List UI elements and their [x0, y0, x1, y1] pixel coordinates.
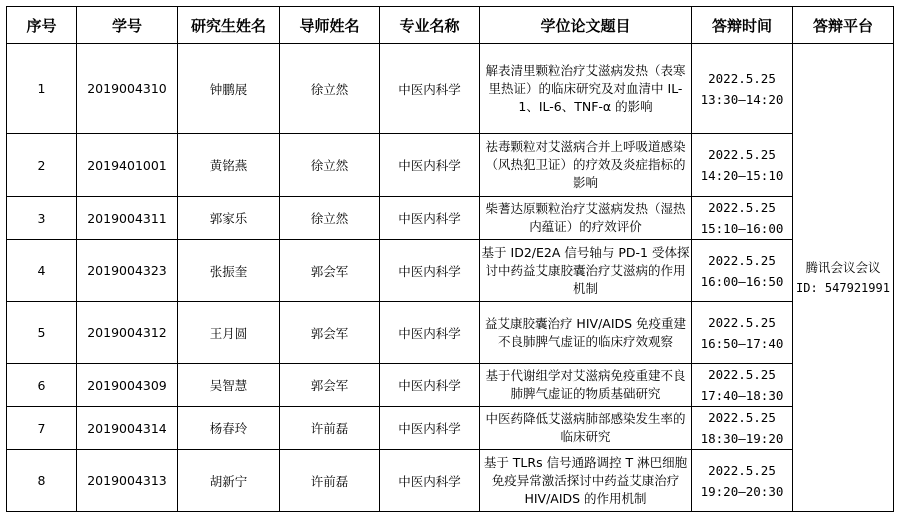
table-row: [7, 197, 894, 240]
cell-student-name: 胡新宁: [178, 450, 280, 512]
cell-no: 6: [7, 364, 77, 407]
cell-advisor: 郭会军: [280, 302, 380, 364]
cell-student-id: 2019004309: [77, 364, 178, 407]
cell-student-id: 2019004311: [77, 197, 178, 240]
cell-student-name: 郭家乐: [178, 197, 280, 240]
cell-time: [692, 364, 793, 407]
cell-student-name: 吴智慧: [178, 364, 280, 407]
header-advisor: 导师姓名: [280, 7, 380, 44]
cell-no: 2: [7, 134, 77, 197]
cell-time: [692, 197, 793, 240]
cell-thesis: 益艾康胶囊治疗 HIV/AIDS 免疫重建不良肺脾气虚证的临床疗效观察: [480, 302, 692, 364]
cell-major: 中医内科学: [380, 44, 480, 134]
cell-student-name: 王月圆: [178, 302, 280, 364]
defense-schedule-table: [6, 6, 894, 512]
table-row: [7, 44, 894, 134]
cell-major: 中医内科学: [380, 197, 480, 240]
cell-student-name: 钟鹏展: [178, 44, 280, 134]
cell-no: 4: [7, 240, 77, 302]
table-row: [7, 450, 894, 512]
header-platform: 答辩平台: [793, 7, 894, 44]
cell-time: [692, 44, 793, 134]
cell-advisor: 徐立然: [280, 134, 380, 197]
cell-major: 中医内科学: [380, 450, 480, 512]
cell-student-name: 张振奎: [178, 240, 280, 302]
cell-student-id: 2019004310: [77, 44, 178, 134]
cell-student-id: 2019004312: [77, 302, 178, 364]
cell-thesis: 基于 ID2/E2A 信号轴与 PD-1 受体探讨中药益艾康胶囊治疗艾滋病的作用机制: [480, 240, 692, 302]
header-student-id: 学号: [77, 7, 178, 44]
table-row: [7, 364, 894, 407]
defense-slot: 19:20–20:30: [700, 483, 784, 499]
defense-slot: 17:40–18:30: [700, 388, 784, 403]
cell-advisor: 郭会军: [280, 240, 380, 302]
cell-advisor: 徐立然: [280, 44, 380, 134]
cell-time: [692, 407, 793, 450]
defense-slot: 15:10–16:00: [700, 221, 784, 236]
cell-student-name: 杨春玲: [178, 407, 280, 450]
table-row: [7, 134, 894, 197]
header-major: 专业名称: [380, 7, 480, 44]
cell-time: [692, 302, 793, 364]
cell-time: [692, 450, 793, 512]
cell-student-id: 2019004314: [77, 407, 178, 450]
cell-advisor: 许前磊: [280, 407, 380, 450]
table-row: [7, 302, 894, 364]
cell-no: 5: [7, 302, 77, 364]
cell-student-id: 2019004323: [77, 240, 178, 302]
defense-slot: 18:30–19:20: [700, 431, 784, 446]
defense-date: 2022.5.25: [708, 147, 776, 162]
header-student-name: 研究生姓名: [178, 7, 280, 44]
cell-thesis: 中医药降低艾滋病肺部感染发生率的临床研究: [480, 407, 692, 450]
cell-no: 1: [7, 44, 77, 134]
table-row: [7, 407, 894, 450]
cell-time: [692, 240, 793, 302]
cell-no: 8: [7, 450, 77, 512]
cell-major: 中医内科学: [380, 240, 480, 302]
cell-thesis: 解表清里颗粒治疗艾滋病发热（表寒里热证）的临床研究及对血清中 IL-1、IL-6、TNF-α 的影响: [480, 44, 692, 134]
cell-major: 中医内科学: [380, 364, 480, 407]
defense-date: 2022.5.25: [708, 462, 776, 478]
cell-advisor: 许前磊: [280, 450, 380, 512]
header-no: 序号: [7, 7, 77, 44]
defense-date: 2022.5.25: [708, 70, 776, 86]
cell-thesis: 柴蓍达原颗粒治疗艾滋病发热（湿热内蕴证）的疗效评价: [480, 197, 692, 240]
defense-date: 2022.5.25: [708, 314, 776, 330]
defense-slot: 13:30–14:20: [700, 91, 784, 107]
defense-date: 2022.5.25: [708, 410, 776, 425]
header-thesis: 学位论文题目: [480, 7, 692, 44]
cell-student-id: 2019401001: [77, 134, 178, 197]
defense-date: 2022.5.25: [708, 200, 776, 215]
cell-no: 3: [7, 197, 77, 240]
defense-date: 2022.5.25: [708, 252, 776, 268]
cell-thesis: 基于 TLRs 信号通路调控 T 淋巴细胞免疫异常激活探讨中药益艾康治疗 HIV/AIDS 的作用机制: [480, 450, 692, 512]
cell-thesis: 基于代谢组学对艾滋病免疫重建不良肺脾气虚证的物质基础研究: [480, 364, 692, 407]
cell-platform: [793, 44, 894, 512]
cell-major: 中医内科学: [380, 407, 480, 450]
defense-slot: 14:20–15:10: [700, 168, 784, 183]
header-time: 答辩时间: [692, 7, 793, 44]
table-row: [7, 240, 894, 302]
cell-advisor: 郭会军: [280, 364, 380, 407]
cell-time: [692, 134, 793, 197]
cell-no: 7: [7, 407, 77, 450]
cell-advisor: 徐立然: [280, 197, 380, 240]
header-row: [7, 7, 894, 44]
cell-student-id: 2019004313: [77, 450, 178, 512]
defense-slot: 16:00–16:50: [700, 273, 784, 289]
cell-major: 中医内科学: [380, 302, 480, 364]
defense-date: 2022.5.25: [708, 367, 776, 382]
defense-slot: 16:50–17:40: [700, 335, 784, 351]
platform-meeting-id: ID: 547921991: [796, 280, 890, 295]
platform-name: 腾讯会议会议: [805, 259, 881, 275]
cell-student-name: 黄铭燕: [178, 134, 280, 197]
cell-major: 中医内科学: [380, 134, 480, 197]
cell-thesis: 祛毒颗粒对艾滋病合并上呼吸道感染（风热犯卫证）的疗效及炎症指标的影响: [480, 134, 692, 197]
